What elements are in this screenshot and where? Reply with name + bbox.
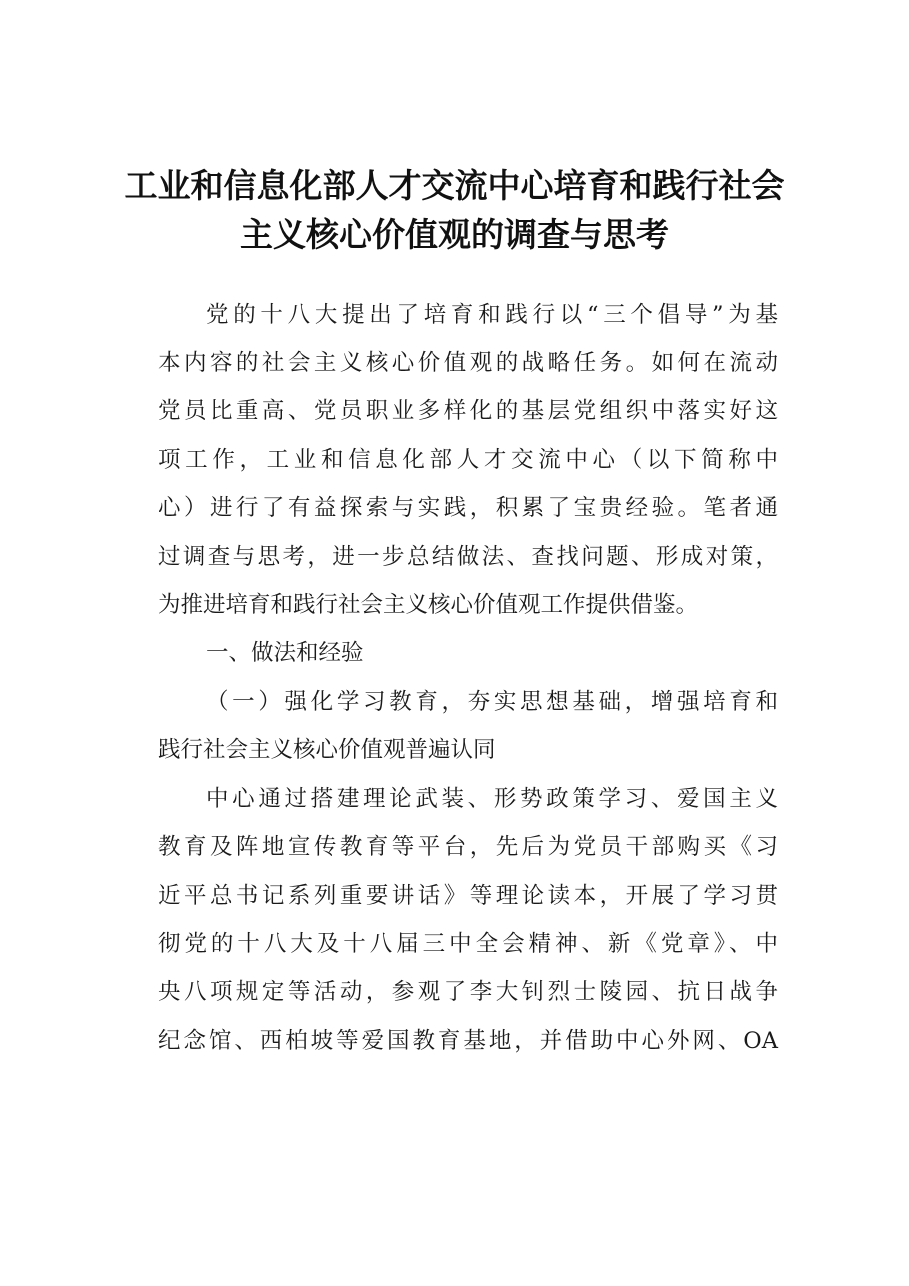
- paragraph-1-line-5: 心）进行了有益探索与实践，积累了宝贵经验。笔者通: [158, 495, 778, 521]
- paragraph-2-line-2: 教育及阵地宣传教育等平台，先后为党员干部购买《习: [158, 834, 778, 860]
- paragraph-2-line-1: 中心通过搭建理论武装、形势政策学习、爱国主义: [206, 786, 778, 812]
- paragraph-2-line-3: 近平总书记系列重要讲话》等理论读本，开展了学习贯: [158, 883, 778, 909]
- paragraph-1-line-2: 本内容的社会主义核心价值观的战略任务。如何在流动: [158, 350, 778, 376]
- section-heading: 一、做法和经验: [206, 640, 364, 666]
- paragraph-1-line-4: 项工作，工业和信息化部人才交流中心（以下简称中: [158, 447, 778, 473]
- subheading-line-2: 践行社会主义核心价值观普遍认同: [158, 737, 496, 763]
- paragraph-2-line-5: 央八项规定等活动，参观了李大钊烈士陵园、抗日战争: [158, 979, 778, 1005]
- paragraph-2-line-4: 彻党的十八大及十八届三中全会精神、新《党章》、中: [158, 931, 778, 957]
- paragraph-1-line-1: 党的十八大提出了培育和践行以“三个倡导”为基: [206, 302, 778, 328]
- subheading-line-1: （一）强化学习教育，夯实思想基础，增强培育和: [206, 689, 778, 715]
- paragraph-1-line-7: 为推进培育和践行社会主义核心价值观工作提供借鉴。: [158, 592, 699, 618]
- paragraph-2-line-6: 纪念馆、西柏坡等爱国教育基地，并借助中心外网、OA: [158, 1028, 778, 1054]
- paragraph-1-line-6: 过调查与思考，进一步总结做法、查找问题、形成对策，: [158, 544, 778, 570]
- document-title-line-1: 工业和信息化部人才交流中心培育和践行社会: [124, 166, 785, 205]
- document-title-line-2: 主义核心价值观的调查与思考: [240, 215, 669, 254]
- paragraph-1-line-3: 党员比重高、党员职业多样化的基层党组织中落实好这: [158, 398, 778, 424]
